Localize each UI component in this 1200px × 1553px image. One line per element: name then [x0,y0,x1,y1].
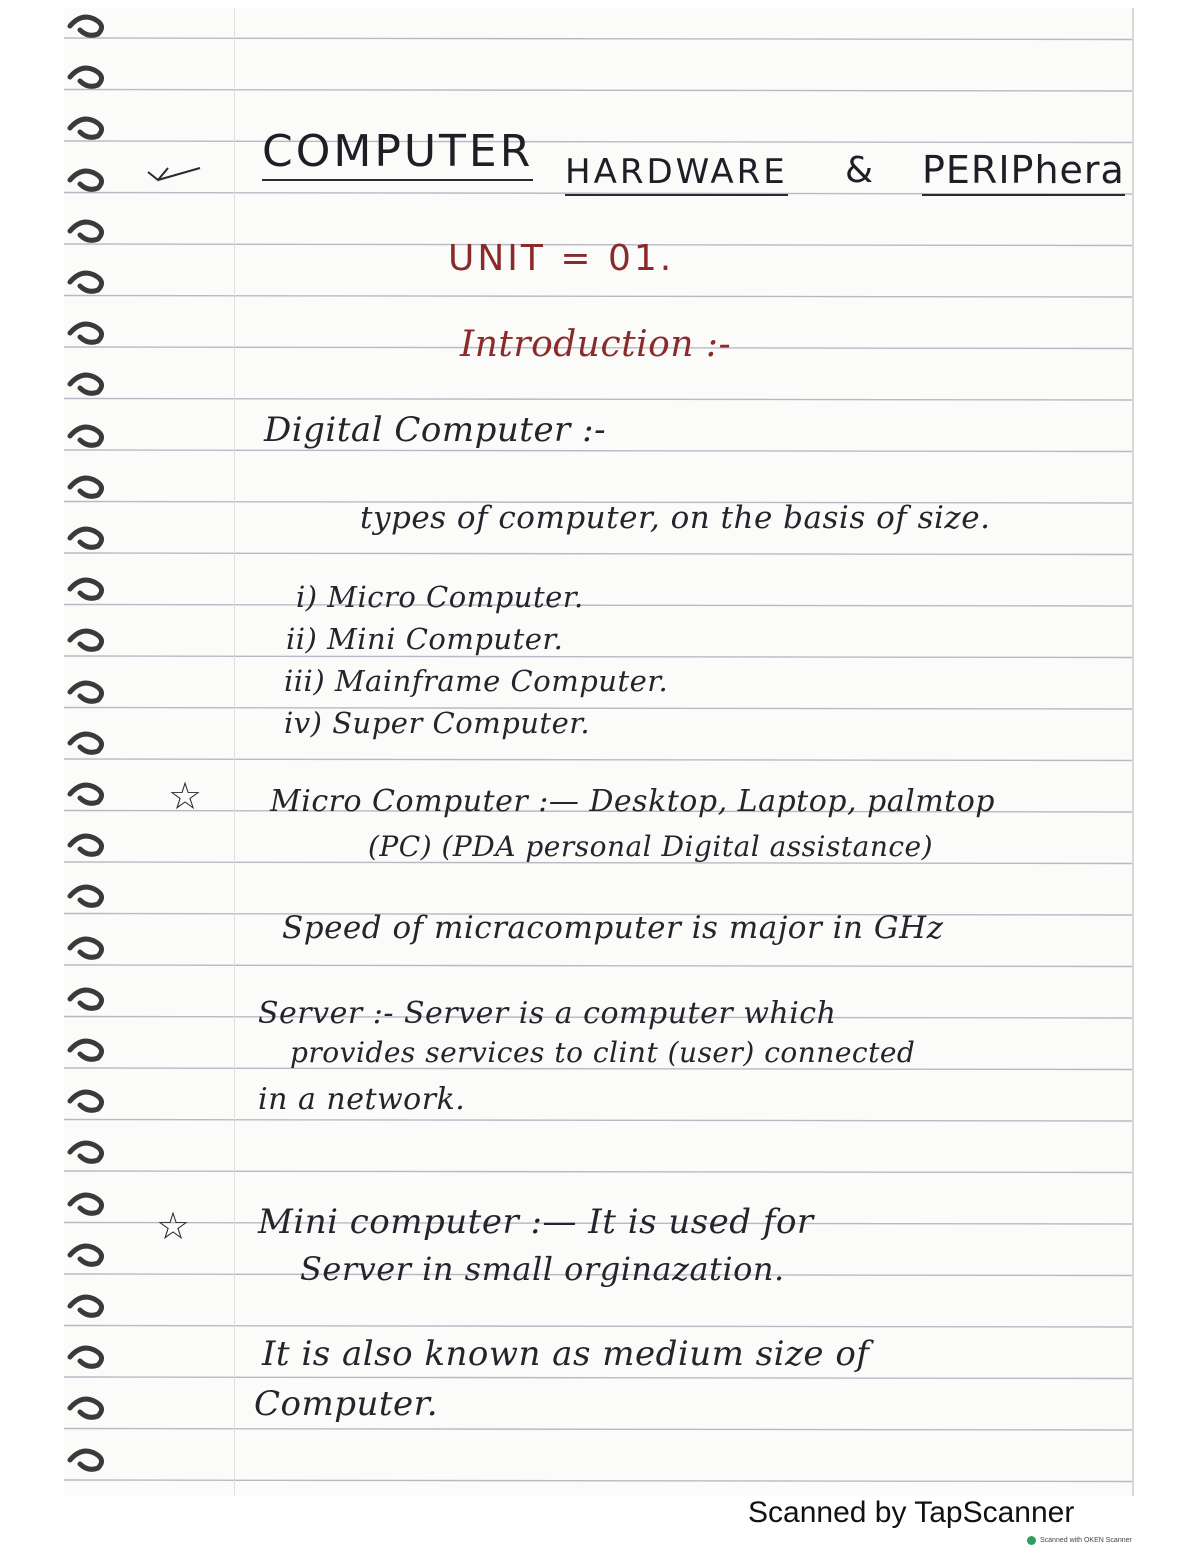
ruled-line [64,1480,1132,1482]
heading-hardware: HARDWARE [565,152,788,196]
spiral-ring-icon [66,1446,114,1472]
tick-icon [146,162,202,186]
star-icon: ☆ [156,1204,191,1248]
ruled-line [64,553,1132,555]
types-list-item: iv) Super Computer. [284,706,591,740]
micro-computer-line1: Micro Computer :— Desktop, Laptop, palmtop [270,784,996,819]
types-list-item: i) Micro Computer. [296,580,584,614]
ruled-line [64,1120,1132,1122]
ruled-line [64,450,1132,452]
server-line3: in a network. [258,1082,466,1117]
types-line: types of computer, on the basis of size. [360,500,991,536]
medium-size-line2: Computer. [254,1384,438,1424]
spiral-ring-icon [66,678,114,704]
ruled-line [64,1377,1132,1379]
server-line2: provides services to clint (user) connected [290,1036,916,1069]
spiral-ring-icon [66,422,114,448]
spiral-ring-icon [66,882,114,908]
heading-peripheral: PERIPhera [922,148,1125,196]
ruled-line [64,296,1132,298]
types-list-item: iii) Mainframe Computer. [284,664,669,698]
spiral-ring-icon [66,1087,114,1113]
spiral-ring-icon [66,1394,114,1420]
medium-size-line1: It is also known as medium size of [262,1334,870,1374]
spiral-ring-icon [66,1138,114,1164]
spiral-ring-icon [66,1190,114,1216]
spiral-ring-icon [66,985,114,1011]
scanner-watermark: Scanned by TapScanner [748,1496,1075,1529]
introduction-label: Introduction :- [460,324,732,365]
speed-line: Speed of micracomputer is major in GHz [282,910,944,946]
spiral-ring-icon [66,1241,114,1267]
spiral-ring-icon [66,319,114,345]
unit-label: UNIT = 01. [448,238,675,279]
scanner-logo-icon [1027,1536,1036,1545]
server-line1: Server :- Server is a computer which [258,996,837,1031]
spiral-ring-icon [66,780,114,806]
ruled-line [64,656,1132,658]
margin-line [234,8,235,1496]
ruled-line [64,141,1132,143]
ruled-line [64,965,1132,967]
spiral-ring-icon [66,12,114,38]
ruled-line [64,1326,1132,1328]
ruled-line [64,90,1132,92]
scanner-watermark-small: Scanned with OKEN Scanner [1040,1537,1132,1544]
types-list-item: ii) Mini Computer. [286,622,564,656]
spiral-ring-icon [66,1036,114,1062]
ruled-line [64,1429,1132,1431]
spiral-ring-icon [66,166,114,192]
spiral-ring-icon [66,524,114,550]
mini-computer-line1: Mini computer :— It is used for [258,1202,814,1242]
spiral-ring-icon [66,370,114,396]
ruled-line [64,708,1132,710]
ruled-line [64,759,1132,761]
spiral-ring-icon [66,934,114,960]
ruled-line [64,38,1132,40]
spiral-ring-icon [66,268,114,294]
spiral-ring-icon [66,114,114,140]
ruled-line [64,399,1132,401]
spiral-ring-icon [66,729,114,755]
spiral-ring-icon [66,63,114,89]
ruled-line [64,1171,1132,1173]
digital-computer-heading: Digital Computer :- [264,410,607,450]
mini-computer-line2: Server in small orginazation. [300,1250,785,1288]
spiral-ring-icon [66,1343,114,1369]
spiral-ring-icon [66,831,114,857]
star-icon: ☆ [168,774,203,818]
spiral-ring-icon [66,217,114,243]
spiral-ring-icon [66,473,114,499]
spiral-ring-icon [66,626,114,652]
spiral-ring-icon [66,575,114,601]
micro-computer-line2: (PC) (PDA personal Digital assistance) [368,830,934,863]
heading-computer: COMPUTER [262,126,533,181]
ruled-line [64,605,1132,607]
spiral-binding [66,8,116,1496]
spiral-ring-icon [66,1292,114,1318]
heading-ampersand: & [845,150,877,191]
